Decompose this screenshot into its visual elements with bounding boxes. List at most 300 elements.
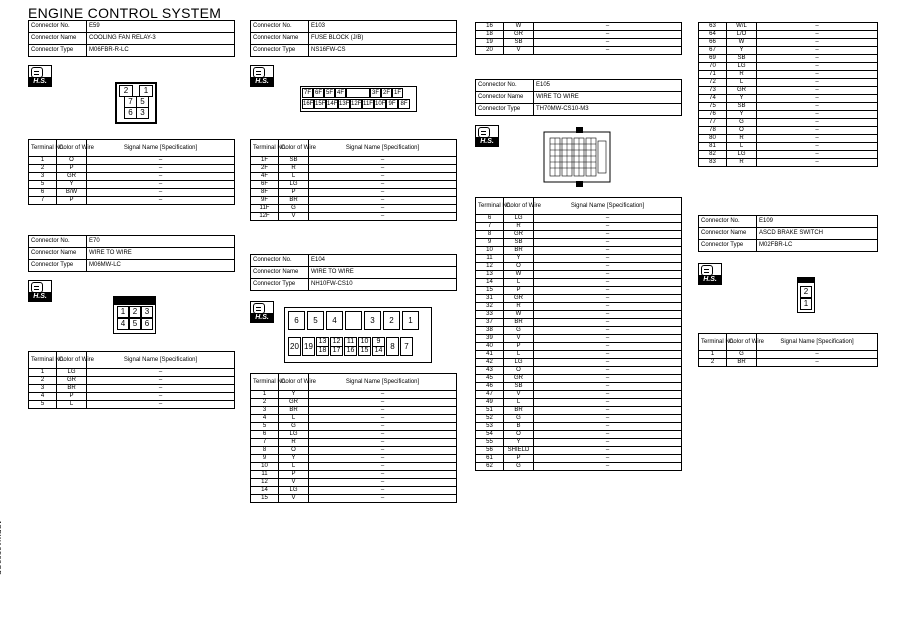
connector-type-value: M02FBR-LC (757, 240, 878, 252)
connector-name-value: ASCD BRAKE SWITCH (757, 228, 878, 240)
color-cell: P (279, 471, 309, 479)
signal-cell: – (757, 159, 878, 167)
terminal-cell: 5 (29, 401, 57, 409)
table-row (476, 263, 682, 271)
hs-icon: H.S. (250, 65, 274, 87)
terminal-cell: 9F (251, 197, 279, 205)
table-row (476, 359, 682, 367)
terminal-cell: 2 (251, 399, 279, 407)
table-row (251, 471, 457, 479)
color-cell: V (279, 479, 309, 487)
signal-cell: – (309, 173, 457, 181)
pin: 16 (344, 346, 357, 356)
terminal-cell: 6 (251, 431, 279, 439)
terminal-cell: 40 (476, 343, 504, 351)
table-row (251, 173, 457, 181)
pin: 9F (386, 99, 398, 109)
terminal-cell: 20 (476, 47, 504, 55)
terminal-cell: 1 (29, 369, 57, 377)
color-cell: B (504, 423, 534, 431)
column-header-terminal: Terminal No. (29, 140, 57, 157)
connector-no-value: E104 (309, 255, 457, 267)
table-row (476, 327, 682, 335)
color-cell: L (279, 463, 309, 471)
table-row (476, 255, 682, 263)
color-cell: LG (504, 215, 534, 223)
pin: 2F (382, 90, 390, 96)
connector-no-label: Connector No. (251, 21, 309, 33)
pin: 3F (371, 90, 379, 96)
signal-cell: – (87, 173, 235, 181)
hs-icon: H.S. (698, 263, 722, 285)
terminal-cell: 1F (251, 157, 279, 165)
signal-cell: – (87, 369, 235, 377)
table-header-row (29, 352, 235, 369)
terminal-cell: 15 (476, 287, 504, 295)
color-cell: W (504, 311, 534, 319)
table-row (699, 47, 878, 55)
signal-cell: – (534, 383, 682, 391)
color-cell: R (279, 165, 309, 173)
e104-section (250, 254, 457, 291)
color-cell: P (504, 343, 534, 351)
terminal-cell: 72 (699, 79, 727, 87)
e70-connector-diagram (113, 296, 156, 334)
table-row (251, 189, 457, 197)
connector-type-value: M06MW-LC (87, 260, 235, 272)
hs-icon: H.S. (475, 125, 499, 147)
table-row (29, 393, 235, 401)
column-header-color: Color of Wire (727, 334, 757, 351)
color-cell: LG (504, 359, 534, 367)
color-cell: BR (504, 247, 534, 255)
color-cell: Y (727, 47, 757, 55)
connector-no-value: E105 (534, 80, 682, 92)
signal-cell: – (534, 31, 682, 39)
table-row (251, 391, 457, 399)
table-row (699, 111, 878, 119)
pin: 1 (800, 298, 812, 310)
color-cell: SB (279, 157, 309, 165)
table-row (476, 455, 682, 463)
color-cell: SB (504, 239, 534, 247)
table-row (251, 447, 457, 455)
pin: 17 (330, 346, 343, 356)
table-row (476, 367, 682, 375)
terminal-cell: 2F (251, 165, 279, 173)
signal-cell: – (534, 423, 682, 431)
pin: 4 (117, 318, 129, 330)
e105-connector-drawing (538, 125, 618, 190)
color-cell: P (57, 197, 87, 205)
e105-continued-top (475, 22, 682, 55)
table-header-row (251, 140, 457, 157)
pin (346, 88, 370, 98)
e104-terminal-table (250, 373, 457, 503)
terminal-cell: 8 (251, 447, 279, 455)
signal-cell: – (309, 189, 457, 197)
terminal-cell: 12F (251, 213, 279, 221)
signal-cell: – (534, 319, 682, 327)
column-header-color: Color of Wire (57, 140, 87, 157)
table-row (29, 165, 235, 173)
column-header-signal: Signal Name [Specification] (534, 198, 682, 215)
column-header-terminal: Terminal No. (251, 140, 279, 157)
signal-cell: – (534, 247, 682, 255)
hs-icon: H.S. (28, 65, 52, 87)
signal-cell: – (757, 135, 878, 143)
table-row (699, 71, 878, 79)
pin: 1 (117, 306, 129, 318)
terminal-cell: 70 (699, 63, 727, 71)
table-row (251, 205, 457, 213)
terminal-cell: 75 (699, 103, 727, 111)
color-cell: SB (504, 39, 534, 47)
connector-type-value: NH10FW-CS10 (309, 279, 457, 291)
table-row (476, 351, 682, 359)
color-cell: GR (57, 173, 87, 181)
terminal-cell: 46 (476, 383, 504, 391)
column-header-color: Color of Wire (57, 352, 87, 369)
pin: 16F (303, 101, 314, 107)
pin: 1 (402, 311, 419, 330)
signal-cell: – (309, 487, 457, 495)
color-cell: Y (727, 111, 757, 119)
signal-cell: – (87, 393, 235, 401)
connector-name-label: Connector Name (476, 92, 534, 104)
table-row (699, 151, 878, 159)
connector-no-label: Connector No. (29, 21, 87, 33)
side-code (0, 520, 1, 575)
table-row (699, 351, 878, 359)
color-cell: LG (727, 151, 757, 159)
terminal-cell: 64 (699, 31, 727, 39)
color-cell: B/W (57, 189, 87, 197)
pin: 11 (344, 337, 357, 347)
pin (345, 311, 362, 330)
terminal-cell: 3 (29, 173, 57, 181)
color-cell: SB (504, 383, 534, 391)
terminal-cell: 61 (476, 455, 504, 463)
terminal-cell: 7 (29, 197, 57, 205)
signal-cell: – (87, 181, 235, 189)
signal-cell: – (534, 455, 682, 463)
e103-terminal-table (250, 139, 457, 221)
color-cell: V (504, 47, 534, 55)
pin: 5 (136, 96, 149, 108)
pin: 6F (314, 90, 322, 96)
column-header-signal: Signal Name [Specification] (87, 140, 235, 157)
signal-cell: – (309, 391, 457, 399)
table-row (476, 271, 682, 279)
pin: 19 (302, 337, 315, 356)
column-header-terminal: Terminal No. (699, 334, 727, 351)
table-row (476, 343, 682, 351)
table-row (476, 423, 682, 431)
signal-cell: – (87, 165, 235, 173)
e104-info-table (250, 254, 457, 291)
table-header-row (476, 198, 682, 215)
color-cell: GR (504, 31, 534, 39)
color-cell: P (504, 287, 534, 295)
table-row (476, 215, 682, 223)
color-cell: GR (279, 399, 309, 407)
e105-continued-table-2 (698, 22, 878, 167)
signal-cell: – (534, 287, 682, 295)
terminal-cell: 43 (476, 367, 504, 375)
color-cell: L/O (727, 31, 757, 39)
table-row (476, 431, 682, 439)
color-cell: L (727, 143, 757, 151)
table-row (251, 165, 457, 173)
color-cell: R (727, 71, 757, 79)
terminal-cell: 6 (476, 215, 504, 223)
terminal-cell: 6F (251, 181, 279, 189)
terminal-cell: 39 (476, 335, 504, 343)
table-row (476, 239, 682, 247)
table-row (251, 197, 457, 205)
color-cell: SB (727, 55, 757, 63)
pin: 2 (129, 306, 141, 318)
table-row (29, 189, 235, 197)
pin: 15 (358, 346, 371, 356)
color-cell: GR (504, 375, 534, 383)
table-row (699, 127, 878, 135)
table-row (251, 495, 457, 503)
terminal-cell: 52 (476, 415, 504, 423)
signal-cell: – (757, 359, 878, 367)
table-row (699, 87, 878, 95)
pin: 13F (339, 101, 350, 107)
signal-cell: – (534, 367, 682, 375)
connector-no-label: Connector No. (29, 236, 87, 248)
color-cell: G (504, 415, 534, 423)
signal-cell: – (534, 223, 682, 231)
table-row (476, 439, 682, 447)
signal-cell: – (757, 47, 878, 55)
color-cell: P (504, 455, 534, 463)
terminal-cell: 51 (476, 407, 504, 415)
signal-cell: – (757, 103, 878, 111)
terminal-cell: 10 (476, 247, 504, 255)
pin: 15F (315, 101, 326, 107)
terminal-cell: 47 (476, 391, 504, 399)
table-row (476, 39, 682, 47)
pin: 14F (327, 101, 338, 107)
color-cell: BR (57, 385, 87, 393)
signal-cell: – (309, 423, 457, 431)
terminal-cell: 12 (476, 263, 504, 271)
table-row (699, 55, 878, 63)
table-row (476, 223, 682, 231)
connector-type-label: Connector Type (699, 240, 757, 252)
color-cell: Y (279, 391, 309, 399)
table-row (476, 319, 682, 327)
pin: 12F (351, 101, 362, 107)
table-row (476, 23, 682, 31)
table-row (251, 213, 457, 221)
signal-cell: – (309, 399, 457, 407)
pin: 11F (363, 101, 373, 107)
pin: 2 (383, 311, 400, 330)
table-row (476, 303, 682, 311)
table-row (476, 383, 682, 391)
signal-cell: – (534, 359, 682, 367)
pin: 3 (141, 306, 153, 318)
terminal-cell: 37 (476, 319, 504, 327)
color-cell: GR (727, 87, 757, 95)
pin: 4 (326, 311, 343, 330)
table-header-row (29, 140, 235, 157)
signal-cell: – (309, 439, 457, 447)
table-row (29, 385, 235, 393)
table-row (699, 103, 878, 111)
pin: 7 (124, 96, 137, 108)
color-cell: BR (504, 319, 534, 327)
table-row (251, 479, 457, 487)
terminal-cell: 6 (29, 189, 57, 197)
e109-terminal-table (698, 333, 878, 367)
terminal-cell: 11 (251, 471, 279, 479)
signal-cell: – (534, 23, 682, 31)
color-cell: G (727, 351, 757, 359)
pin: 2 (119, 85, 133, 97)
e59-connector-diagram (115, 82, 155, 122)
pin: 8 (386, 337, 399, 356)
connector-no-label: Connector No. (251, 255, 309, 267)
signal-cell: – (757, 71, 878, 79)
signal-cell: – (309, 407, 457, 415)
signal-cell: – (534, 415, 682, 423)
color-cell: L (504, 399, 534, 407)
pin: 5F (325, 90, 333, 96)
signal-cell: – (534, 407, 682, 415)
signal-cell: – (534, 239, 682, 247)
e105-terminal-section (475, 197, 682, 471)
signal-cell: – (757, 63, 878, 71)
table-row (251, 181, 457, 189)
hs-icon: H.S. (250, 301, 274, 323)
terminal-cell: 77 (699, 119, 727, 127)
pin: 7F (303, 90, 311, 96)
color-cell: O (504, 431, 534, 439)
e105-continued-right (698, 22, 878, 167)
table-row (251, 455, 457, 463)
table-row (476, 295, 682, 303)
connector-no-label: Connector No. (476, 80, 534, 92)
color-cell: Y (504, 439, 534, 447)
color-cell: W/L (727, 23, 757, 31)
signal-cell: – (309, 447, 457, 455)
color-cell: LG (279, 487, 309, 495)
connector-type-value: TH70MW-CS10-M3 (534, 104, 682, 116)
e105-info-table (475, 79, 682, 116)
pin: 18 (316, 346, 329, 356)
color-cell: BR (279, 407, 309, 415)
connector-type-label: Connector Type (29, 260, 87, 272)
signal-cell: – (309, 479, 457, 487)
signal-cell: – (534, 231, 682, 239)
connector-name-value: WIRE TO WIRE (309, 267, 457, 279)
signal-cell: – (309, 181, 457, 189)
color-cell: P (279, 189, 309, 197)
signal-cell: – (534, 279, 682, 287)
pin: 4F (336, 90, 344, 96)
terminal-cell: 66 (699, 39, 727, 47)
table-row (251, 415, 457, 423)
color-cell: W (727, 39, 757, 47)
terminal-cell: 11 (476, 255, 504, 263)
table-row (699, 359, 878, 367)
color-cell: L (279, 415, 309, 423)
e109-terminal-section (698, 333, 878, 367)
signal-cell: – (87, 377, 235, 385)
signal-cell: – (87, 189, 235, 197)
color-cell: Y (279, 455, 309, 463)
terminal-cell: 1 (699, 351, 727, 359)
terminal-cell: 4 (251, 415, 279, 423)
signal-cell: – (757, 143, 878, 151)
pin: 20 (288, 337, 301, 356)
e59-terminal-table (28, 139, 235, 205)
e109-connector-diagram (797, 277, 815, 313)
e70-terminal-section (28, 351, 235, 409)
table-row (29, 173, 235, 181)
terminal-cell: 4F (251, 173, 279, 181)
table-row (699, 63, 878, 71)
table-row (476, 311, 682, 319)
color-cell: SHIELD (504, 447, 534, 455)
table-row (29, 369, 235, 377)
terminal-cell: 71 (699, 71, 727, 79)
terminal-cell: 2 (29, 165, 57, 173)
e59-terminal-section (28, 139, 235, 205)
table-row (251, 431, 457, 439)
color-cell: V (279, 213, 309, 221)
connector-name-value: COOLING FAN RELAY-3 (87, 33, 235, 45)
table-row (699, 119, 878, 127)
column-header-signal: Signal Name [Specification] (309, 374, 457, 391)
pin: 2 (800, 286, 812, 298)
color-cell: L (57, 401, 87, 409)
color-cell: BR (279, 197, 309, 205)
signal-cell: – (534, 431, 682, 439)
column-header-terminal: Terminal No. (29, 352, 57, 369)
e103-info-table (250, 20, 457, 57)
terminal-cell: 67 (699, 47, 727, 55)
signal-cell: – (534, 255, 682, 263)
signal-cell: – (534, 311, 682, 319)
pin: 5 (307, 311, 324, 330)
e70-section (28, 235, 235, 272)
connector-type-value: NS16FW-CS (309, 45, 457, 57)
pin: 6 (141, 318, 153, 330)
table-row (699, 135, 878, 143)
table-row (476, 287, 682, 295)
terminal-cell: 18 (476, 31, 504, 39)
signal-cell: – (757, 151, 878, 159)
pin: 10F (375, 101, 386, 107)
table-row (251, 157, 457, 165)
terminal-cell: 4 (29, 393, 57, 401)
table-row (699, 159, 878, 167)
color-cell: W (504, 271, 534, 279)
signal-cell: – (309, 495, 457, 503)
color-cell: L (504, 351, 534, 359)
pin: 9 (372, 337, 385, 347)
connector-name-value: WIRE TO WIRE (534, 92, 682, 104)
color-cell: P (57, 165, 87, 173)
